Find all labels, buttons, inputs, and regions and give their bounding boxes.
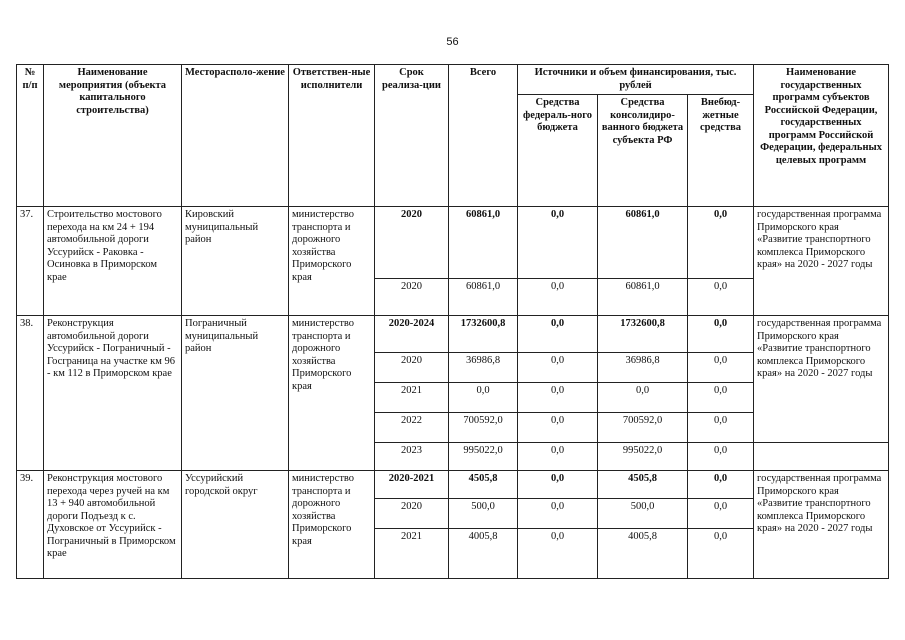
table-row bbox=[17, 316, 889, 353]
year-extra: 0,0 bbox=[688, 443, 754, 471]
year-period: 2020 bbox=[375, 353, 449, 383]
year-total: 36986,8 bbox=[449, 353, 518, 383]
summary-extra: 0,0 bbox=[688, 316, 754, 353]
summary-extra: 0,0 bbox=[688, 471, 754, 499]
year-federal: 0,0 bbox=[518, 383, 598, 413]
header-programs: Наименование государственных программ субъектов Российской Федерации, государственных программ Российской Федерации, федеральных целевых программ bbox=[754, 65, 889, 207]
summary-consolidated: 60861,0 bbox=[598, 207, 688, 279]
header-sources: Источники и объем финансирования, тыс. рублей bbox=[518, 65, 754, 95]
year-total: 4005,8 bbox=[449, 529, 518, 579]
year-extra: 0,0 bbox=[688, 383, 754, 413]
year-total: 700592,0 bbox=[449, 413, 518, 443]
year-total: 500,0 bbox=[449, 499, 518, 529]
year-extra: 0,0 bbox=[688, 353, 754, 383]
row-executor: министерство транспорта и дорожного хозяйства Приморского края bbox=[289, 471, 375, 579]
year-period: 2023 bbox=[375, 443, 449, 471]
row-name: Реконструкция мостового перехода через ручей на км 13 + 940 автомобильной дороги Подъезд к с. Духовское от Уссурийск - Пограничный в Приморском крае bbox=[44, 471, 182, 579]
summary-federal: 0,0 bbox=[518, 471, 598, 499]
row-program-empty bbox=[754, 443, 889, 471]
year-period: 2020 bbox=[375, 499, 449, 529]
year-federal: 0,0 bbox=[518, 279, 598, 316]
year-extra: 0,0 bbox=[688, 499, 754, 529]
row-name: Реконструкция автомобильной дороги Уссурийск - Пограничный - Госграница на участке км 96 - км 112 в Приморском крае bbox=[44, 316, 182, 471]
header-location: Месторасполо-жение bbox=[182, 65, 289, 207]
year-period: 2022 bbox=[375, 413, 449, 443]
row-program: государственная программа Приморского края «Развитие транспортного комплекса Приморского края» на 2020 - 2027 годы bbox=[754, 471, 889, 579]
row-location: Пограничный муниципальный район bbox=[182, 316, 289, 471]
summary-total: 1732600,8 bbox=[449, 316, 518, 353]
year-total: 0,0 bbox=[449, 383, 518, 413]
capital-construction-table bbox=[16, 64, 889, 579]
header-executors: Ответствен-ные исполнители bbox=[289, 65, 375, 207]
year-total: 60861,0 bbox=[449, 279, 518, 316]
year-consolidated: 700592,0 bbox=[598, 413, 688, 443]
summary-federal: 0,0 bbox=[518, 207, 598, 279]
year-period: 2020 bbox=[375, 279, 449, 316]
year-extra: 0,0 bbox=[688, 529, 754, 579]
year-consolidated: 500,0 bbox=[598, 499, 688, 529]
summary-total: 4505,8 bbox=[449, 471, 518, 499]
year-consolidated: 36986,8 bbox=[598, 353, 688, 383]
year-period: 2021 bbox=[375, 383, 449, 413]
row-executor: министерство транспорта и дорожного хозяйства Приморского края bbox=[289, 316, 375, 471]
year-consolidated: 995022,0 bbox=[598, 443, 688, 471]
row-program: государственная программа Приморского края «Развитие транспортного комплекса Приморского края» на 2020 - 2027 годы bbox=[754, 316, 889, 443]
year-period: 2021 bbox=[375, 529, 449, 579]
header-num: № п/п bbox=[17, 65, 44, 207]
header-name: Наименование мероприятия (объекта капитального строительства) bbox=[44, 65, 182, 207]
year-federal: 0,0 bbox=[518, 413, 598, 443]
year-federal: 0,0 bbox=[518, 529, 598, 579]
row-program: государственная программа Приморского края «Развитие транспортного комплекса Приморского края» на 2020 - 2027 годы bbox=[754, 207, 889, 316]
header-federal: Средства федераль-ного бюджета bbox=[518, 95, 598, 207]
table-row bbox=[17, 471, 889, 499]
year-extra: 0,0 bbox=[688, 413, 754, 443]
summary-period: 2020 bbox=[375, 207, 449, 279]
row-num: 39. bbox=[17, 471, 44, 579]
header-period: Срок реализа-ции bbox=[375, 65, 449, 207]
row-executor: министерство транспорта и дорожного хозяйства Приморского края bbox=[289, 207, 375, 316]
year-federal: 0,0 bbox=[518, 443, 598, 471]
page-number: 56 bbox=[446, 36, 459, 48]
summary-period: 2020-2021 bbox=[375, 471, 449, 499]
summary-federal: 0,0 bbox=[518, 316, 598, 353]
row-name: Строительство мостового перехода на км 24 + 194 автомобильной дороги Уссурийск - Раковка - Осиновка в Приморском крае bbox=[44, 207, 182, 316]
row-location: Уссурийский городской округ bbox=[182, 471, 289, 579]
header-total: Всего bbox=[449, 65, 518, 207]
summary-extra: 0,0 bbox=[688, 207, 754, 279]
summary-consolidated: 1732600,8 bbox=[598, 316, 688, 353]
year-consolidated: 0,0 bbox=[598, 383, 688, 413]
summary-period: 2020-2024 bbox=[375, 316, 449, 353]
year-consolidated: 60861,0 bbox=[598, 279, 688, 316]
row-location: Кировский муниципальный район bbox=[182, 207, 289, 316]
row-num: 38. bbox=[17, 316, 44, 471]
summary-total: 60861,0 bbox=[449, 207, 518, 279]
table-row bbox=[17, 207, 889, 279]
header-consolidated: Средства консолидиро-ванного бюджета субъекта РФ bbox=[598, 95, 688, 207]
year-federal: 0,0 bbox=[518, 353, 598, 383]
row-num: 37. bbox=[17, 207, 44, 316]
header-extrabudget: Внебюд-жетные средства bbox=[688, 95, 754, 207]
summary-consolidated: 4505,8 bbox=[598, 471, 688, 499]
year-consolidated: 4005,8 bbox=[598, 529, 688, 579]
year-federal: 0,0 bbox=[518, 499, 598, 529]
year-total: 995022,0 bbox=[449, 443, 518, 471]
year-extra: 0,0 bbox=[688, 279, 754, 316]
